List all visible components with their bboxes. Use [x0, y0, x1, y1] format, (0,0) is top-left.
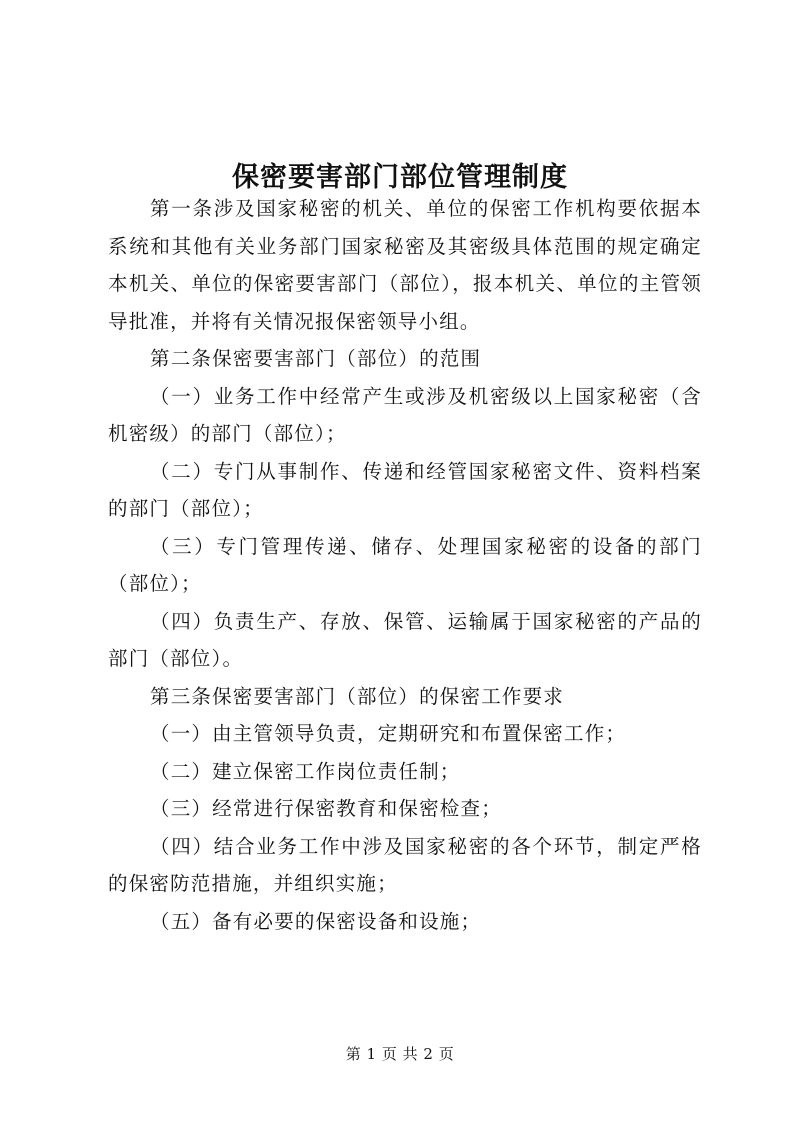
article-1-paragraph: 第一条涉及国家秘密的机关、单位的保密工作机构要依据本系统和其他有关业务部门国家秘密及其密级具体范围的规定确定本机关、单位的保密要害部门（部位），报本机关、单位的主管领导批准，并将有关情况报保密领导小组。	[108, 197, 702, 333]
article-3-item-2: （二）建立保密工作岗位责任制；	[150, 759, 461, 783]
article-2-item-2: （二）专门从事制作、传递和经管国家秘密文件、资料档案的部门（部位）；	[108, 459, 702, 520]
article-3-item-5: （五）备有必要的保密设备和设施；	[150, 909, 482, 933]
page-number-footer: 第 1 页 共 2 页	[345, 1045, 455, 1063]
article-2-item-3: （三）专门管理传递、储存、处理国家秘密的设备的部门（部位）；	[108, 534, 702, 595]
article-3-item-4: （四）结合业务工作中涉及国家秘密的各个环节，制定严格的保密防范措施，并组织实施；	[108, 834, 702, 895]
article-2-item-1: （一）业务工作中经常产生或涉及机密级以上国家秘密（含机密级）的部门（部位）；	[108, 384, 702, 445]
article-3-item-3: （三）经常进行保密教育和保密检查；	[150, 797, 502, 820]
article-3-item-1: （一）由主管领导负责，定期研究和布置保密工作；	[150, 722, 627, 745]
document-title: 保密要害部门部位管理制度	[232, 162, 568, 194]
article-2-item-4: （四）负责生产、存放、保管、运输属于国家秘密的产品的部门（部位）。	[108, 609, 702, 670]
article-2-heading: 第二条保密要害部门（部位）的范围	[150, 347, 482, 370]
article-3-heading: 第三条保密要害部门（部位）的保密工作要求	[150, 684, 565, 708]
document-body	[108, 190, 702, 940]
